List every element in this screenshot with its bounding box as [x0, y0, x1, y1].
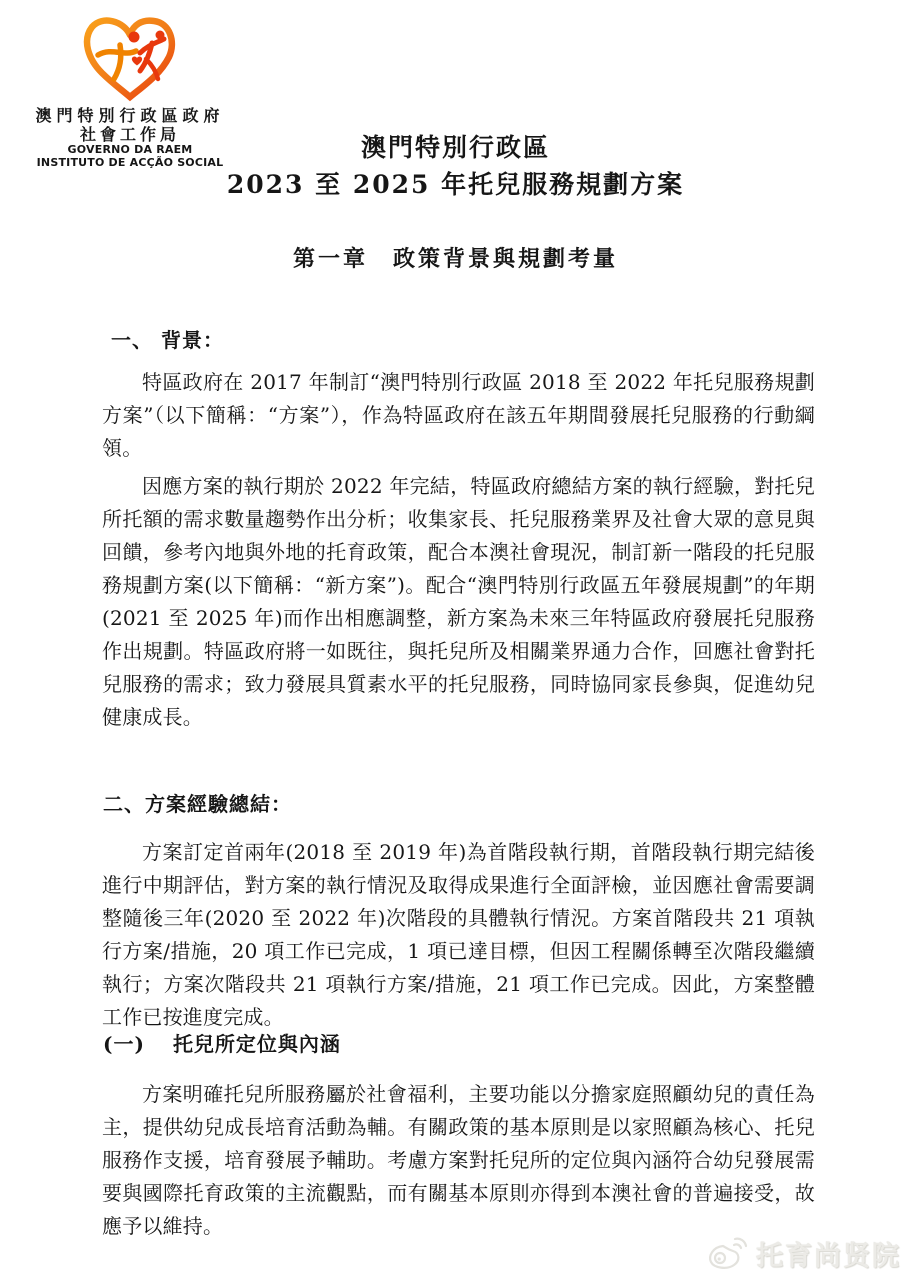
watermark-text: 托育尚贤院: [756, 1241, 901, 1272]
subsection-1-label: (一): [103, 1032, 145, 1056]
org-name-chinese-line2: 社會工作局: [79, 125, 180, 144]
subsection-1-heading: [103, 1032, 341, 1056]
section-1-paragraph-1: 特區政府在 2017 年制訂“澳門特別行政區 2018 至 2022 年托兒服務規劃方案”（以下簡稱：“方案”），作為特區政府在該五年期間發展托兒服務的行動綱領。: [102, 370, 815, 460]
subsection-1-paragraph-1: 方案明確托兒所服務屬於社會福利，主要功能以分擔家庭照顧幼兒的責任為主，提供幼兒成長培育活動為輔。有關政策的基本原則是以家照顧為核心、托兒服務作支援，培育發展予輔助。考慮方案對托兒所的定位與內涵符合幼兒發展需要與國際托育政策的主流觀點，而有關基本原則亦得到本澳社會的普遍接受，故應予以維持。: [102, 1082, 815, 1238]
document-title: [0, 129, 911, 203]
section-1-paragraph-2: 因應方案的執行期於 2022 年完結，特區政府總結方案的執行經驗，對托兒所托額的需求數量趨勢作出分析；收集家長、托兒服務業界及社會大眾的意見與回饋，參考內地與外地的托育政策，配合本澳社會現況，制訂新一階段的托兒服務規劃方案(以下簡稱：“新方案”)。配合“澳門特別行政區五年發展規劃”的年期(2021 至 2025 年)而作出相應調整，新方案為未來三年特區政府發展托兒服務作出規劃。特區政府將一如既往，與托兒所及相關業界通力合作，回應社會對托兒服務的需求；致力發展具質素水平的托兒服務，同時協同家長參與，促進幼兒健康成長。: [102, 474, 815, 729]
section-2-paragraph-1: 方案訂定首兩年(2018 至 2019 年)為首階段執行期，首階段執行期完結後進行中期評估，對方案的執行情況及取得成果進行全面評檢，並因應社會需要調整隨後三年(2020 至 2022 年)次階段的具體執行情況。方案首階段共 21 項執行方案/措施，20 項工作已完成，1 項已達目標，但因工程關係轉至次階段繼續執行；方案次階段共 21 項執行方案/措施，21 項工作已完成。因此，方案整體工作已按進度完成。: [102, 840, 815, 1029]
org-name-portuguese-line1: GOVERNO DA RAEM: [67, 143, 193, 156]
social-welfare-bureau-heart-logo-icon: [80, 12, 180, 106]
weibo-icon: [706, 1235, 750, 1273]
org-name-portuguese-line2: INSTITUTO DE ACÇÃO SOCIAL: [36, 155, 224, 169]
section-1-heading: 一、 背景：: [111, 328, 224, 352]
watermark: [706, 1234, 901, 1273]
section-2-heading: 二、方案經驗總結：: [103, 792, 292, 816]
document-title-line2: 2023 至 2025 年托兒服務規劃方案: [226, 170, 685, 199]
subsection-heading-gap: [145, 1032, 173, 1056]
chapter-heading: 第一章 政策背景與規劃考量: [292, 246, 618, 272]
org-name-chinese-line1: 澳門特別行政區政府: [35, 106, 225, 125]
document-title-line1: 澳門特別行政區: [360, 133, 550, 162]
subsection-1-title: 托兒所定位與內涵: [172, 1032, 341, 1056]
